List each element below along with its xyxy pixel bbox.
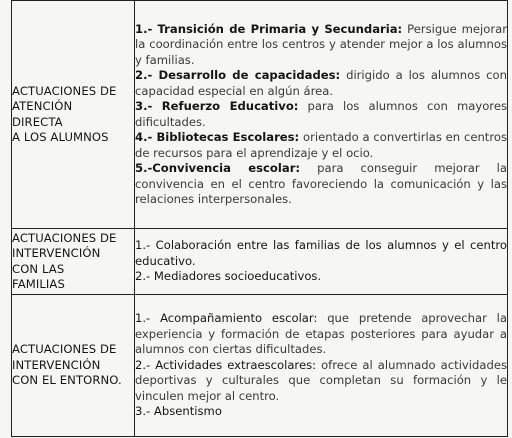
item-title: 2.- Mediadores socioeducativos. bbox=[135, 269, 322, 284]
label-line: DIRECTA bbox=[12, 114, 63, 129]
row-label-familias bbox=[12, 229, 135, 295]
label-line: CON LAS bbox=[12, 261, 65, 276]
item-title: 2.- Desarrollo de capacidades: bbox=[135, 68, 341, 82]
list-item bbox=[135, 68, 507, 99]
item-text: ofrece al alumnado actividades deportivas y culturales que completan su formación y le vinculen mejor al centro. bbox=[135, 357, 508, 403]
item-title: 5.-Convivencia escolar: bbox=[135, 161, 301, 175]
list-item bbox=[135, 130, 507, 161]
item-text: para conseguir mejorar la convivencia en el centro favoreciendo la comunicación y las relaciones interpersonales. bbox=[135, 161, 507, 206]
list-item bbox=[135, 238, 507, 269]
item-text: que pretende aprovechar la experiencia y formación de etapas posteriores para ayudar a alumnos con ciertas dificultades. bbox=[135, 311, 508, 357]
item-title: 3.- Refuerzo Educativo: bbox=[135, 99, 299, 113]
list-item bbox=[135, 311, 507, 358]
item-text: orientado a convertirlas en centros de recursos para el aprendizaje y el ocio. bbox=[135, 130, 507, 160]
label-line: ACTUACIONES DE bbox=[12, 342, 117, 357]
list-item bbox=[135, 22, 507, 69]
label-line: ACTUACIONES DE bbox=[12, 230, 117, 245]
row-content-entorno bbox=[135, 295, 508, 437]
item-title: 1.- Transición de Primaria y Secundaria: bbox=[135, 21, 403, 36]
table-row-atencion-directa bbox=[12, 1, 508, 229]
label-line: ACTUACIONES DE bbox=[12, 83, 117, 98]
item-title: 1.- Acompañamiento escolar: bbox=[135, 311, 318, 326]
label-line: INTERVENCIÓN bbox=[12, 246, 101, 260]
list-item bbox=[135, 358, 507, 405]
label-line: FAMILIAS bbox=[12, 277, 65, 291]
label-line: A LOS ALUMNOS bbox=[12, 130, 109, 144]
table-row-familias bbox=[12, 229, 508, 295]
label-line: ATENCIÓN bbox=[12, 99, 73, 113]
item-title: 4.- Bibliotecas Escolares: bbox=[135, 130, 300, 144]
table-row-entorno bbox=[12, 295, 508, 437]
item-text: dirigido a los alumnos con capacidad especial en algún área. bbox=[135, 68, 507, 98]
row-label-atencion-directa bbox=[12, 1, 135, 229]
item-text: para los alumnos con mayores dificultades. bbox=[135, 99, 507, 129]
item-title: 2.- Actividades extraescolares: bbox=[135, 357, 317, 372]
row-label-entorno bbox=[12, 295, 135, 437]
label-line: CON EL ENTORNO. bbox=[12, 373, 122, 388]
list-item bbox=[135, 404, 507, 420]
label-line: INTERVENCIÓN bbox=[12, 357, 101, 372]
list-item bbox=[135, 161, 507, 208]
actuaciones-table bbox=[11, 0, 508, 437]
list-item bbox=[135, 99, 507, 130]
row-content-atencion-directa bbox=[135, 1, 508, 229]
list-item bbox=[135, 269, 507, 285]
item-title: 1.- Colaboración entre las familias de los alumnos y el centro educativo. bbox=[135, 238, 507, 268]
row-content-familias bbox=[135, 229, 508, 295]
item-text: Persigue mejorar la coordinación entre los centros y atender mejor a los alumnos y familias. bbox=[135, 21, 507, 67]
item-title: 3.- Absentismo bbox=[135, 404, 222, 419]
